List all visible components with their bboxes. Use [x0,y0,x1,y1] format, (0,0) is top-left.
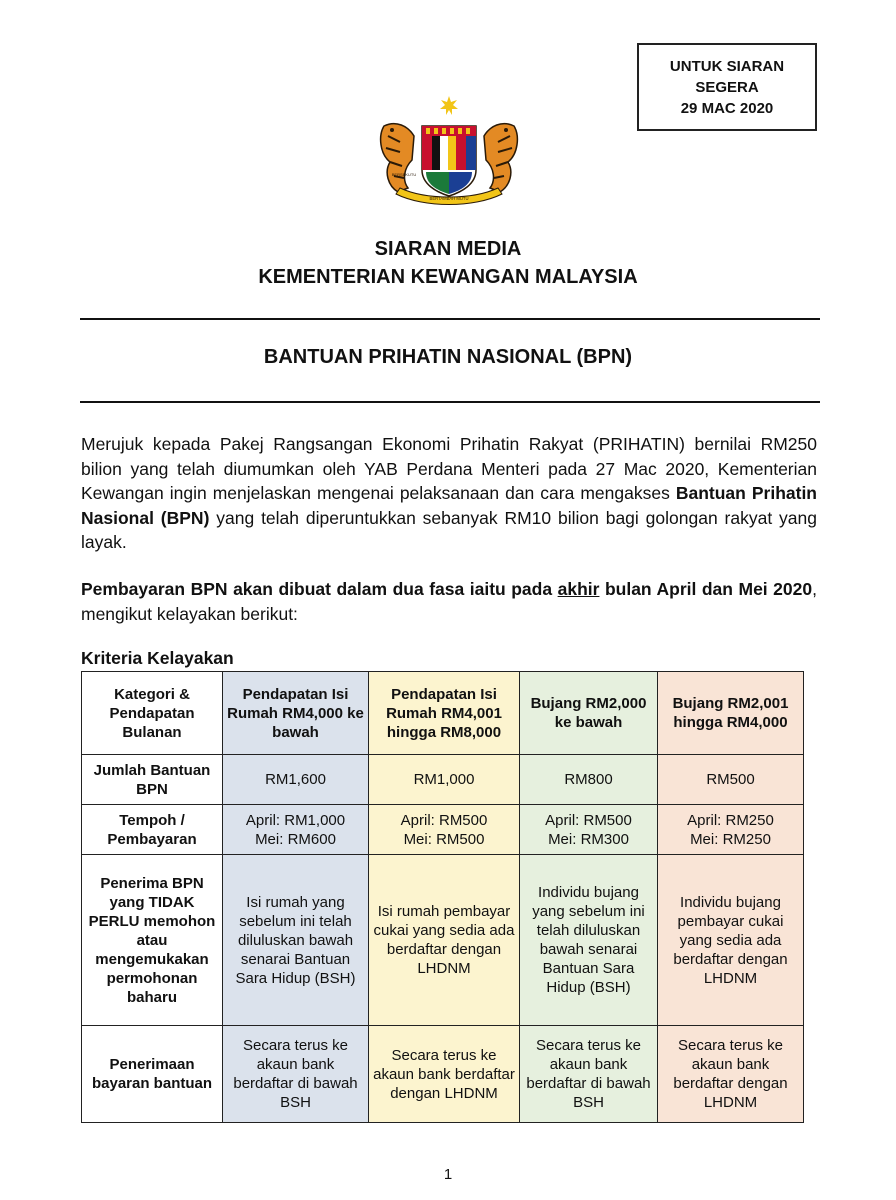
table-cell: Individu bujang yang sebelum ini telah diluluskan bawah senarai Bantuan Sara Hidup (BSH) [520,855,658,1026]
table-cell [223,805,369,855]
april-amount: April: RM250 [687,811,774,829]
column-header: Pendapatan Isi Rumah RM4,001 hingga RM8,000 [369,672,520,755]
row-label: Penerimaan bayaran bantuan [82,1026,223,1123]
stamp-line-3: 29 MAC 2020 [680,99,774,117]
april-amount: April: RM500 [545,811,632,829]
table-cell: Secara terus ke akaun bank berdaftar dengan LHDNM [369,1026,520,1123]
left-tiger-icon [381,124,414,192]
stamp-line-1: UNTUK SIARAN [669,57,785,75]
table-row [82,855,804,1026]
coat-of-arms-logo [374,96,524,210]
stamp-line-2: SEGERA [695,78,759,96]
table-row [82,1026,804,1123]
table-row [82,755,804,805]
table-cell: RM500 [658,755,804,805]
table-cell: RM1,000 [369,755,520,805]
column-header: Bujang RM2,001 hingga RM4,000 [658,672,804,755]
table-cell: RM1,600 [223,755,369,805]
table-cell: Secara terus ke akaun bank berdaftar di bawah BSH [520,1026,658,1123]
row-label: Jumlah Bantuan BPN [82,755,223,805]
payment-bold-b: bulan April dan Mei 2020 [599,579,813,599]
table-cell [520,805,658,855]
intro-paragraph [81,432,817,555]
table-cell: Secara terus ke akaun bank berdaftar dengan LHDNM [658,1026,804,1123]
payment-underline: akhir [557,579,600,599]
payment-bold-a: Pembayaran BPN akan dibuat dalam dua fasa iaitu pada [81,579,558,599]
ministry-title: KEMENTERIAN KEWANGAN MALAYSIA [258,266,638,288]
mei-amount: Mei: RM300 [548,830,629,848]
table-cell [369,805,520,855]
mei-amount: Mei: RM600 [255,830,336,848]
star-icon [440,96,458,115]
table-cell [658,805,804,855]
eligibility-table [81,671,804,1123]
eligibility-table-title: Kriteria Kelayakan [81,648,234,668]
intro-text-b: yang telah diperuntukkan sebanyak RM10 bilion bagi golongan rakyat yang layak. [81,507,817,552]
intro-bold: Bantuan Prihatin Nasional (BPN) [81,483,817,528]
motto-left-text: BERSEKUTU [391,172,417,177]
page-number: 1 [443,1166,453,1183]
row-label: Penerima BPN yang TIDAK PERLU memohon atau mengemukakan permohonan baharu [82,855,223,1026]
column-header: Pendapatan Isi Rumah RM4,000 ke bawah [223,672,369,755]
media-release-title: SIARAN MEDIA [374,238,522,260]
release-stamp [637,43,817,131]
payment-rest: , mengikut kelayakan berikut: [81,579,817,624]
table-cell: Individu bujang pembayar cukai yang sedia ada berdaftar dengan LHDNM [658,855,804,1026]
subject-title: BANTUAN PRIHATIN NASIONAL (BPN) [263,346,633,368]
column-header: Bujang RM2,000 ke bawah [520,672,658,755]
row-label: Tempoh / Pembayaran [82,805,223,855]
crescent-icon [438,112,460,123]
intro-text-a: Merujuk kepada Pakej Rangsangan Ekonomi Prihatin Rakyat (PRIHATIN) bernilai RM250 bilion yang telah diumumkan oleh YAB Perdana Menteri pada 27 Mac 2020, Kementerian Kewangan ingin menjelaskan mengenai pelaksanaan dan cara mengakses [81,434,817,503]
mei-amount: Mei: RM250 [690,830,771,848]
right-tiger-icon [484,124,517,192]
table-header-row [82,672,804,755]
table-corner-cell: Kategori & Pendapatan Bulanan [82,672,223,755]
table-row [82,805,804,855]
april-amount: April: RM500 [400,811,488,829]
motto-ribbon-text: BERTAMBAH MUTU [429,196,469,201]
april-amount: April: RM1,000 [245,811,346,829]
bottom-divider [80,401,820,403]
table-cell: RM800 [520,755,658,805]
table-cell: Isi rumah yang sebelum ini telah diluluskan bawah senarai Bantuan Sara Hidup (BSH) [223,855,369,1026]
mei-amount: Mei: RM500 [403,830,485,848]
top-divider [80,318,820,320]
table-cell: Secara terus ke akaun bank berdaftar di bawah BSH [223,1026,369,1123]
payment-paragraph [81,577,817,626]
table-cell: Isi rumah pembayar cukai yang sedia ada berdaftar dengan LHDNM [369,855,520,1026]
